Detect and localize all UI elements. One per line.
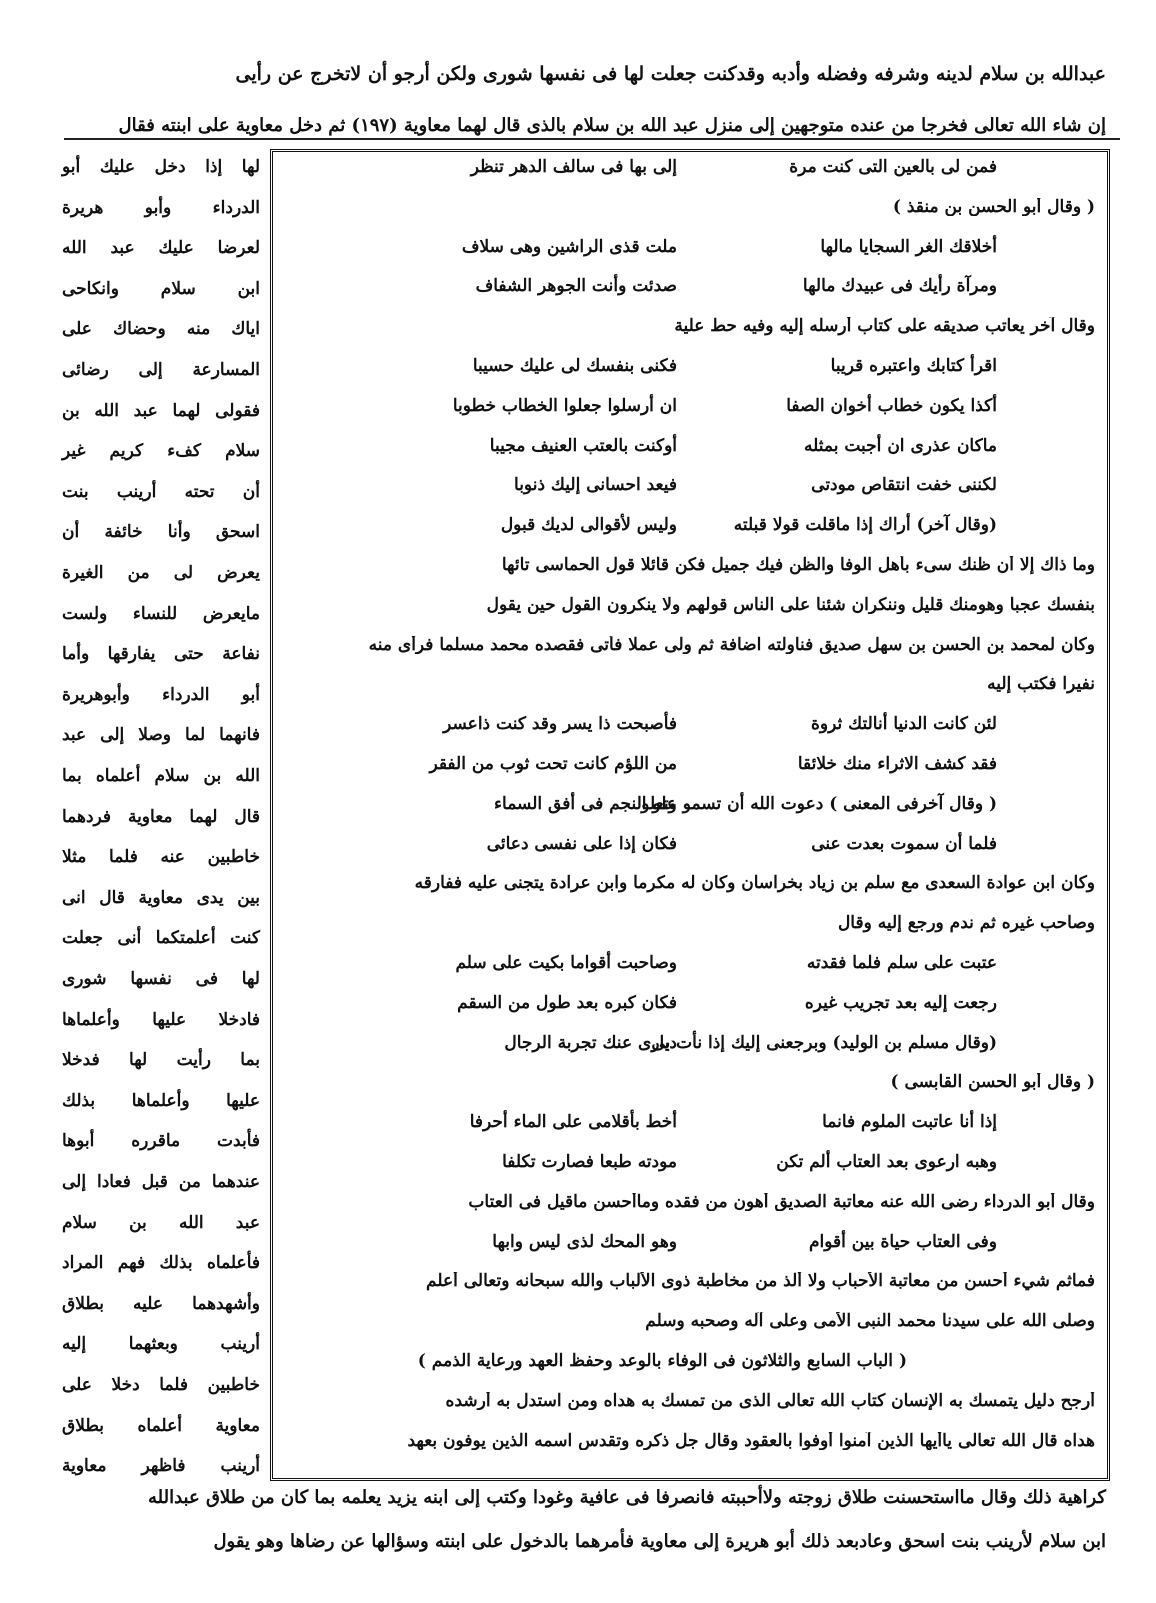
side-column-line: ابن سلام وانكاحى: [62, 278, 260, 299]
verse-hemistich-left: ملت قذى الراشين وهى سلاف: [461, 236, 677, 257]
header-rule: [64, 138, 1120, 140]
verse-hemistich-left: وصاحبت أقواما بكيت على سلم: [455, 953, 677, 973]
verse-hemistich-left: فكان إذا على نفسى دعائى: [486, 833, 677, 854]
side-column-line: الدرداء وأبو هريرة: [62, 197, 260, 218]
side-column-line: أرينب فاظهر معاوية: [62, 1456, 260, 1477]
verse-hemistich-right: ( وقال آخرفى المعنى ) دعوت الله أن تسمو وتعلو: [641, 793, 997, 814]
side-column-line: عليها وأعلماها بذلك: [62, 1090, 260, 1111]
prose-line: هداه قال الله تعالى ياأيها الذين آمنوا أوفوا بالعقود وقال جل ذكره وتقدس اسمه الذين يوفون بعهد: [407, 1431, 1095, 1451]
verse-hemistich-left: فيعد احسانى إليك ذنوبا: [514, 475, 677, 496]
prose-line: وقال أبو الدرداء رضى الله عنه معاتبة الصديق أهون من فقده وماأحسن ماقيل فى العتاب: [468, 1192, 1095, 1212]
side-column-line: اسحق وأنا خائفة أن: [62, 522, 260, 543]
verse-hemistich-right: عتبت على سلم فلما فقدته: [806, 953, 997, 973]
verse-hemistich-left: إلى بها فى سالف الدهر تنظر: [470, 157, 677, 177]
side-column-line: معاوية أعلماه بطلاق: [62, 1415, 260, 1436]
side-column-line: قال لهما معاوية فردهما: [62, 806, 260, 827]
prose-line: ( وقال أبو الحسن بن منقذ ): [892, 197, 1095, 217]
side-column-line: عندهما من قبل فعادا إلى: [62, 1172, 260, 1192]
verse-hemistich-left: فكنى بنفسك لى عليك حسيبا: [472, 356, 677, 376]
verse-hemistich-right: لئن كانت الدنيا أنالتك ثروة: [811, 714, 997, 735]
verse-hemistich-left: فكان كبره بعد طول من السقم: [457, 992, 677, 1013]
verse-hemistich-right: رجعت إليه بعد تجريب غيره: [804, 992, 997, 1013]
verse-hemistich-left: علو النجم فى أفق السماء: [494, 793, 677, 814]
verse-hemistich-left: وهو المحك لذى ليس وابها: [492, 1231, 677, 1252]
side-column-line: أرينب وبعثهما إليه: [62, 1334, 260, 1355]
side-column-line: بين يدى معاوية قال انى: [62, 887, 260, 908]
prose-line: وكان ابن عوادة السعدى مع سلم بن زياد بخراسان وكان له مكرما وابن عرادة يتجنى عليه ففارقه: [414, 874, 1095, 894]
side-column-line: كنت أعلمتكما أنى جعلت: [62, 928, 260, 949]
side-column-line: وأشهدهما عليه بطلاق: [62, 1293, 260, 1314]
side-column-line: أن تحته أرينب بنت: [62, 481, 260, 502]
side-column-line: خاطبين عنه فلما مثلا: [62, 847, 260, 868]
footer-line-2: ابن سلام لأرينب بنت اسحق وعادبعد ذلك أبو هريرة إلى معاوية فأمرهما بالدخول على ابنته وسؤالها عن رضاها وهو يقول: [213, 1531, 1106, 1552]
side-column-line: المسارعة إلى رضائى: [62, 360, 260, 380]
verse-hemistich-right: (وقال مسلم بن الوليد) وبرجعنى إليك إذا نأت بى: [651, 1032, 997, 1053]
verse-hemistich-left: فأصبحت ذا يسر وقد كنت ذاعسر: [443, 714, 677, 735]
verse-hemistich-right: اقرأ كتابك واعتبره قريبا: [830, 356, 997, 376]
verse-hemistich-left: ديارى عنك تجربة الرجال: [504, 1032, 677, 1053]
side-column-line: بما رأيت لها فدخلا: [62, 1050, 260, 1071]
side-column-line: فأعلماه بذلك فهم المراد: [62, 1253, 260, 1274]
side-column-line: اياك منه وحضاك على: [62, 319, 260, 340]
prose-line: وكان لمحمد بن الحسن بن سهل صديق فناولته اضافة ثم ولى عملا فأتى فقصده محمد مسلما فرأى منه: [368, 635, 1095, 655]
side-column-line: مايعرض للنساء ولست: [62, 603, 260, 624]
prose-line: ( وقال أبو الحسن القابسى ): [890, 1073, 1095, 1093]
prose-line: أرجح دليل يتمسك به الإنسان كتاب الله تعالى الذى من تمسك به هداه ومن استدل به أرشده: [445, 1391, 1095, 1411]
verse-hemistich-left: مودته طبعا فصارت تكلفا: [502, 1152, 677, 1172]
header-line-1: عبدالله بن سلام لدينه وشرفه وفضله وأدبه وقدكنت جعلت لها فى نفسها شورى ولكن أرجو أن لاتخرج عن رأيى: [235, 63, 1106, 85]
side-column-line: الله بن سلام أعلماه بما: [62, 766, 260, 786]
verse-hemistich-right: ومرآة رأيك فى عبيدك مالها: [802, 276, 997, 297]
side-column-line: فانهما لما وصلا إلى عبد: [62, 725, 260, 746]
side-column-line: أبو الدرداء وأبوهريرة: [62, 684, 260, 705]
verse-hemistich-left: ان أرسلوا جعلوا الخطاب خطوبا: [452, 395, 677, 416]
side-column-line: عبد الله بن سلام: [62, 1212, 260, 1233]
verse-hemistich-right: وهبه ارعوى بعد العتاب ألم تكن: [776, 1152, 997, 1172]
verse-hemistich-right: فمن لى بالعين التى كنت مرة: [789, 157, 997, 177]
side-column-line: لعرضا عليك عبد الله: [62, 238, 260, 259]
verse-hemistich-left: أوكنت بالعتب العنيف مجيبا: [489, 435, 677, 456]
prose-line: وقال آخر يعاتب صديقه على كتاب أرسله إليه وفيه حط علية: [674, 317, 1095, 336]
side-column-line: سلام كفء كريم غير: [62, 441, 260, 462]
side-column-line: يعرض لى من الغيرة: [62, 563, 260, 583]
verse-hemistich-left: من اللؤم كانت تحت ثوب من الفقر: [429, 754, 677, 774]
verse-hemistich-right: وفى العتاب حياة بين أقوام: [808, 1231, 997, 1252]
side-column-line: لها إذا دخل عليك أبو: [62, 157, 260, 177]
verse-hemistich-left: صدئت وأنت الجوهر الشفاف: [475, 276, 677, 297]
footer-line-1: كراهية ذلك وقال مااستحسنت طلاق زوجته ولاأحببته فانصرفا فى عافية وغودا وكتب إلى ابنه يزيد يعلمه بما كان من طلاق عبدالله: [147, 1487, 1106, 1508]
verse-hemistich-right: أكذا يكون خطاب أخوان الصفا: [786, 395, 997, 416]
verse-hemistich-right: فلما أن سموت بعدت عنى: [811, 833, 997, 854]
prose-line: وصاحب غيره ثم ندم ورجع إليه وقال: [837, 914, 1095, 933]
side-column-line: فأبدت ماقرره أبوها: [62, 1131, 260, 1152]
framed-poetry-box: [270, 149, 1110, 1481]
prose-line: وما ذاك إلا أن ظنك سىء بأهل الوفا والظن فيك جميل فكن قائلا قول الحماسى تائها: [501, 556, 1095, 575]
header-line-2: إن شاء الله تعالى فخرجا من عنده متوجهين إلى منزل عبد الله بن سلام بالذى قال لهما معاوية (١٩٧) ثم دخل معاوية على ابنته فقال: [118, 115, 1106, 136]
verse-hemistich-right: إذا أنا عاتبت الملوم فانما: [822, 1112, 997, 1133]
verse-hemistich-right: (وقال آخر) أراك إذا ماقلت قولا قبلته: [733, 515, 997, 536]
verse-hemistich-left: أخط بأقلامى على الماء أحرفا: [469, 1112, 677, 1133]
prose-line: فماثم شيء أحسن من معاتبة الأحباب ولا ألذ من مخاطبة ذوى الألباب والله سبحانه وتعالى أعلم: [426, 1272, 1095, 1292]
prose-line: بنفسك عجبا وهومنك قليل وننكران شئنا على الناس قولهم ولا ينكرون القول حين يقول: [486, 595, 1095, 615]
chapter-heading: ( الباب السابع والثلاثون فى الوفاء بالوعد وحفظ العهد ورعاية الذمم ): [417, 1352, 907, 1371]
verse-hemistich-right: ماكان عذرى ان أجبت بمثله: [804, 435, 997, 456]
prose-line: نفيرا فكتب إليه: [987, 675, 1095, 695]
verse-hemistich-left: وليس لأقوالى لديك قبول: [500, 515, 677, 536]
side-column-line: فادخلا عليها وأعلماها: [62, 1009, 260, 1030]
side-column-line: نفاعة حتى يفارقها وأما: [62, 644, 260, 665]
verse-hemistich-right: فقد كشف الاثراء منك خلائقا: [797, 754, 997, 774]
verse-hemistich-right: أخلاقك الغر السجايا مالها: [820, 236, 997, 257]
side-column-line: فقولى لهما عبد الله بن: [62, 400, 260, 421]
prose-line: وصلى الله على سيدنا محمد النبى الأمى وعلى آله وصحبه وسلم: [645, 1312, 1095, 1331]
side-column-line: خاطبين فلما دخلا على: [62, 1375, 260, 1395]
verse-hemistich-right: لكننى خفت انتقاص مودتى: [811, 475, 997, 496]
side-column-line: لها فى نفسها شورى: [62, 969, 260, 989]
